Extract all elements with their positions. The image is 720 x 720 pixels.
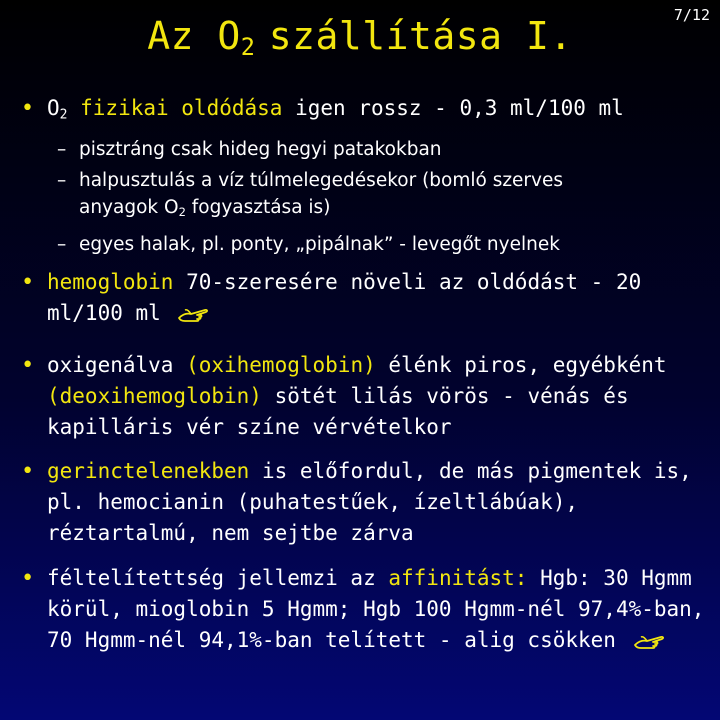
bullet-dot: • (21, 459, 35, 484)
subitem-trout: – pisztráng csak hideg hegyi patakokban (57, 139, 442, 160)
subitem-fish-death: – halpusztulás a víz túlmelegedésekor (bomló szerves anyagok $O_2$ fogyasztása is) (57, 170, 564, 219)
bullet-hemoglobin: • hemoglobin 70-szeresére növeli az oldódást - 20 ml/100 ml (47, 267, 707, 333)
bullet-affinity: • féltelítettség jellemzi az affinitást: Hgb: 30 Hgmm körül, mioglobin 5 Hgmm; Hgb 100 Hgmm-nél 97,4%-ban, 70 Hgmm-nél 94,1%-ban telített - alig csökken (47, 563, 707, 660)
bullet-oxygen-solubility (21, 93, 707, 130)
bullet-text: $O_2$ fizikai oldódása igen rossz - 0,3 ml/100 ml (47, 96, 624, 123)
slide-title: Az $O_2$ szállítása I. (147, 14, 573, 61)
bullet-dot: • (21, 270, 35, 295)
bullet-dot: • (21, 353, 35, 378)
page-number: 7/12 (673, 6, 710, 24)
subitem-carp: – egyes halak, pl. ponty, „pipálnak” - levegőt nyelnek (57, 234, 560, 255)
bullet-oxygenation: • oxigenálva (oxihemoglobin) élénk piros, egyébként (deoxihemoglobin) sötét lilás vörös - vénás és kapilláris vér színe vérvételkor (47, 350, 707, 443)
pointing-hand-icon (633, 629, 665, 660)
pointing-hand-icon (177, 302, 209, 333)
bullet-dot: • (21, 566, 35, 591)
bullet-invertebrates: • gerinctelenekben is előfordul, de más pigmentek is, pl. hemocianin (puhatestűek, ízeltlábúak), réztartalmú, nem sejtbe zárva (47, 456, 707, 549)
bullet-dot: • (21, 96, 34, 121)
